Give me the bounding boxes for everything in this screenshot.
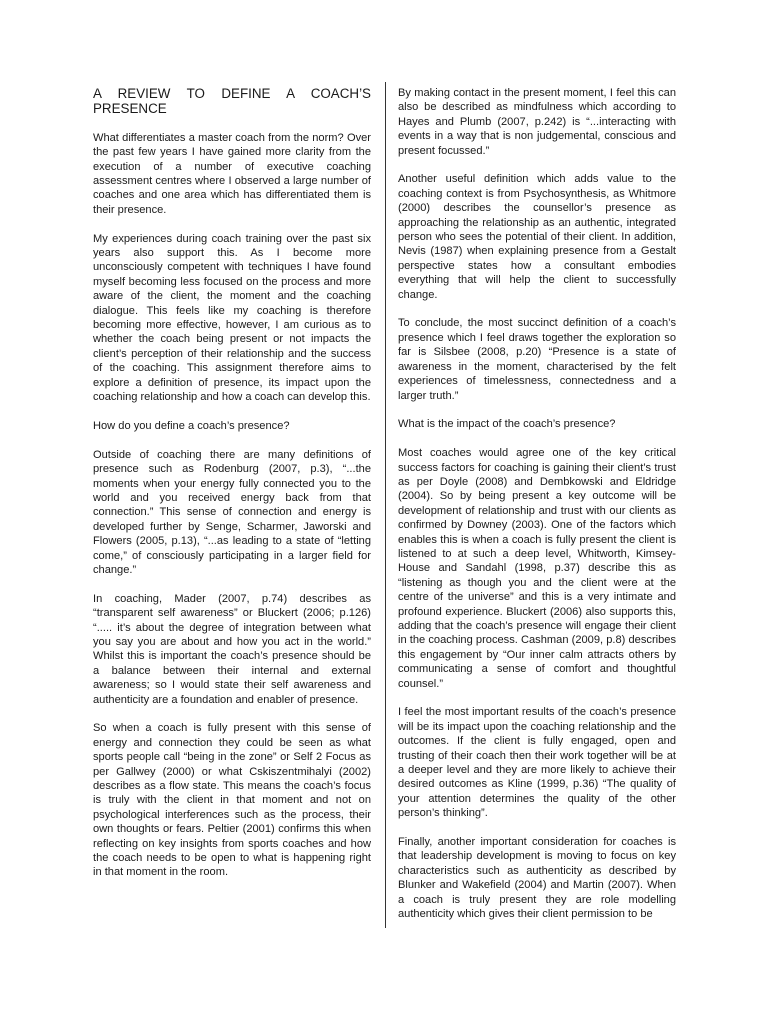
document-title [93, 86, 371, 117]
paragraph: To conclude, the most succinct definition of a coach’s presence which I feel draws together the exploration so far is Silsbee (2008, p.20) “Presence is a state of awareness in the moment, characterised by the felt experiences of timelessness, connectedness and a larger truth.” [398, 317, 676, 402]
paragraph: In coaching, Mader (2007, p.74) describes as “transparent self awareness” or Bluckert (2006; p.126) “..... it’s about the degree of integration between what you say you are about and how you act in the world.” Whilst this is important the coach’s presence should be a balance between their internal and external awareness; so I would state their self awareness and authenticity are a foundation and enabler of presence. [93, 592, 371, 706]
paragraph: Another useful definition which adds value to the coaching context is from Psychosynthesis, as Whitmore (2000) describes the counsellor’s presence as approaching the relationship as an authentic, integrated person who sees the potential of their client. In addition, Nevis (1987) when explaining presence from a Gestalt perspective states how a consultant embodies everything that will help the client to successfully change. [398, 173, 676, 301]
right-column [398, 86, 676, 936]
title-line-2: PRESENCE [93, 101, 167, 117]
paragraph: By making contact in the present moment, I feel this can also be described as mindfulness which according to Hayes and Plumb (2007, p.242) is “...interacting with events in a way that is non judgemental, conscious and present focussed.” [398, 87, 676, 157]
paragraph: So when a coach is fully present with this sense of energy and connection they could be seen as what sports people call “being in the zone” or Self 2 Focus as per Gallwey (2000) or what Cskiszentmihalyi (2002) describes as a flow state. This means the coach’s focus is truly with the client in that moment and not on psychological interferences such as the process, their own thoughts or fears. Peltier (2001) confirms this when reflecting on key insights from sports coaches and how the coach needs to be open to what is happening right in that moment in the room. [93, 722, 371, 879]
left-column [93, 86, 371, 894]
paragraph: Most coaches would agree one of the key critical success factors for coaching is gaining their client’s trust as per Doyle (2008) and Dembkowski and Eldridge (2004). So by being present a key outcome will be development of relationship and trust with our clients as confirmed by Downey (2003). One of the factors which enables this is when a coach is fully present the client is listened to at such a deep level, Whitworth, Kimsey- House and Sandahl (1998, p.37) describe this as “listening as though you and the client were at the centre of the universe” and this is a very intimate and profound experience. Bluckert (2006) also supports this, adding that the coach’s presence will engage their client in the coaching process. Cashman (2009, p.8) describes this engagement by “Our inner calm attracts others by communicating a sense of comfort and thoughtful counsel.” [398, 447, 676, 690]
paragraph: Outside of coaching there are many definitions of presence such as Rodenburg (2007, p.3), “...the moments when your energy fully connected you to the world and you received energy back from that connection.” This sense of connection and energy is developed further by Senge, Scharmer, Jaworski and Flowers (2005, p.13), “...as leading to a state of “letting come,” of consciously participating in a larger field for change.” [93, 448, 371, 576]
column-divider [385, 82, 386, 928]
paragraph: I feel the most important results of the coach’s presence will be its impact upon the coaching relationship and the outcomes. If the client is fully engaged, open and trusting of their coach then their work together will be at a deeper level and they are more likely to achieve their desired outcomes as Kline (1999, p.36) “The quality of your attention determines the quality of the other person’s thinking”. [398, 706, 676, 820]
paragraph: What differentiates a master coach from the norm? Over the past few years I have gained more clarity from the execution of a number of executive coaching assessment centres where I observed a large number of coaches and one area which has differentiated them is their presence. [93, 131, 371, 216]
section-question: How do you define a coach’s presence? [93, 419, 290, 432]
section-question: What is the impact of the coach’s presence? [398, 418, 616, 431]
paragraph: My experiences during coach training over the past six years also support this. As I become more unconsciously competent with techniques I have found myself becoming less focused on the process and more aware of the client, the moment and the coaching dialogue. This feels like my coaching is therefore becoming more effective, however, I am curious as to whether the coach being present or not impacts the client’s perception of their relationship and the success of the coaching. This assignment therefore aims to explore a definition of presence, its impact upon the coaching relationship and how a coach can develop this. [93, 232, 371, 404]
title-line-1: A REVIEW TO DEFINE A COACH’S [93, 86, 371, 101]
paragraph: Finally, another important consideration for coaches is that leadership development is moving to focus on key characteristics such as authenticity as described by Blunker and Wakefield (2004) and Martin (2007). When a coach is truly present they are role modelling authenticity which gives their client permission to be [398, 836, 676, 921]
